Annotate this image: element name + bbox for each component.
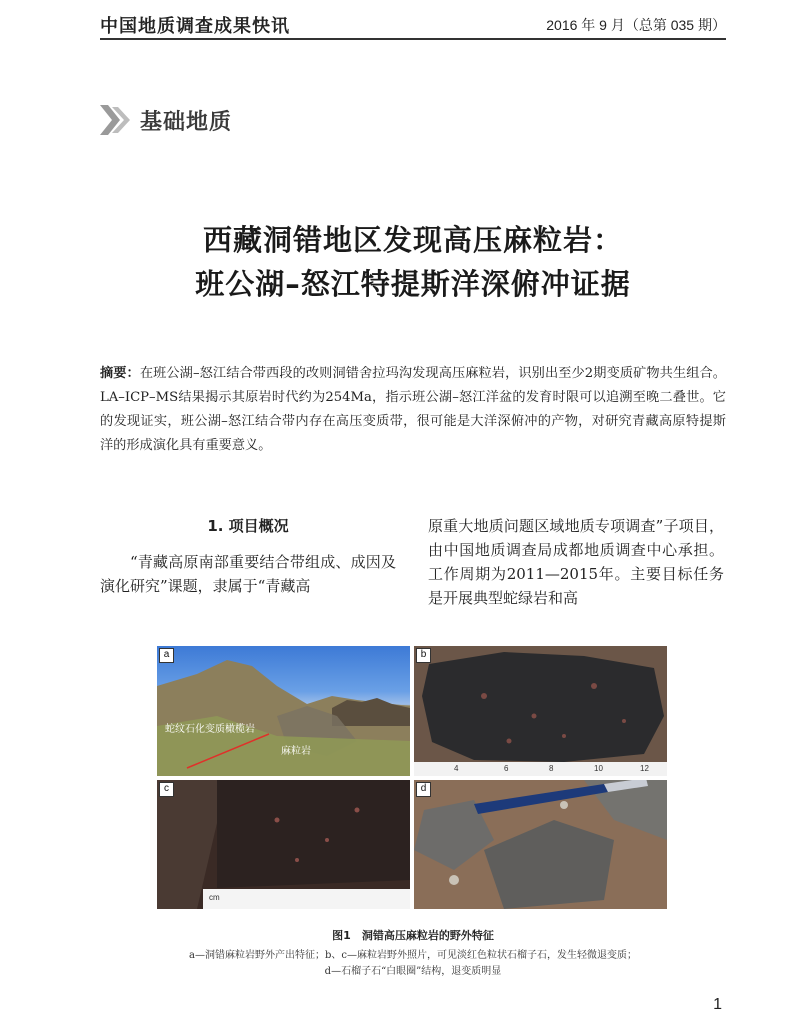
section-title: 基础地质 [140, 109, 233, 135]
journal-title: 中国地质调查成果快讯 [100, 16, 290, 37]
ruler-tick: 8 [549, 764, 554, 773]
ruler-tick: 6 [504, 764, 509, 773]
right-column [428, 514, 724, 610]
ruler-tick: 12 [640, 764, 649, 773]
article-title [100, 218, 726, 306]
section-heading: 1. 项目概况 [207, 517, 289, 535]
annotation-peridotite: 蛇纹石化变质橄榄岩 [165, 724, 255, 735]
figure-caption-title: 图1 洞错高压麻粒岩的野外特征 [332, 929, 494, 942]
figure-1 [157, 646, 667, 909]
ruler-tick: 4 [454, 764, 459, 773]
panel-label-c: c [159, 782, 174, 797]
scale-ruler-c [203, 889, 410, 909]
ruler-tick: 10 [594, 764, 603, 773]
paragraph-left: “青藏高原南部重要结合带组成、成因及演化研究”课题，隶属于“青藏高 [100, 553, 396, 595]
abstract-text: 在班公湖–怒江结合带西段的改则洞错舍拉玛沟发现高压麻粒岩，识别出至少2期变质矿物共生组合。LA–ICP–MS结果揭示其原岩时代约为254Ma，指示班公湖–怒江洋盆的发育时限可以追溯至晚二叠世。它的发现证实，班公湖–怒江结合带内存在高压变质带，很可能是大洋深俯冲的产物，对研究青藏高原特提斯洋的形成演化具有重要意义。 [100, 366, 726, 453]
photo-panel-a [157, 646, 410, 776]
photo-panel-d [414, 780, 667, 909]
panel-label-d: d [416, 782, 431, 797]
left-column [100, 514, 396, 598]
ruler-unit: cm [209, 893, 220, 902]
issue-date: 2016 年 9 月（总第 035 期） [546, 17, 726, 33]
photo-panel-c [157, 780, 410, 909]
page-number: 1 [713, 996, 722, 1013]
abstract [100, 362, 726, 458]
abstract-label: 摘要： [100, 366, 140, 381]
figure-caption-line2: d—石榴子石“白眼圈”结构，退变质明显 [324, 966, 502, 977]
figure-caption-line1: a—洞错麻粒岩野外产出特征；b、c—麻粒岩野外照片，可见淡红色粒状石榴子石，发生轻微退变质； [189, 950, 637, 961]
scale-ruler-b [414, 762, 667, 776]
article-title-line1: 西藏洞错地区发现高压麻粒岩： [202, 223, 623, 257]
section-header [100, 100, 232, 140]
annotation-granulite: 麻粒岩 [281, 746, 311, 757]
header-divider [100, 38, 726, 40]
paragraph-right: 原重大地质问题区域地质专项调查”子项目，由中国地质调查局成都地质调查中心承担。工作周期为2011—2015年。主要目标任务是开展典型蛇绿岩和高 [428, 517, 724, 607]
rock-photo-b [414, 646, 667, 776]
double-chevron-icon [100, 105, 134, 135]
article-title-line2: 班公湖–怒江特提斯洋深俯冲证据 [195, 267, 631, 301]
rock-photo-d [414, 780, 667, 909]
panel-label-a: a [159, 648, 174, 663]
photo-panel-b [414, 646, 667, 776]
panel-label-b: b [416, 648, 431, 663]
